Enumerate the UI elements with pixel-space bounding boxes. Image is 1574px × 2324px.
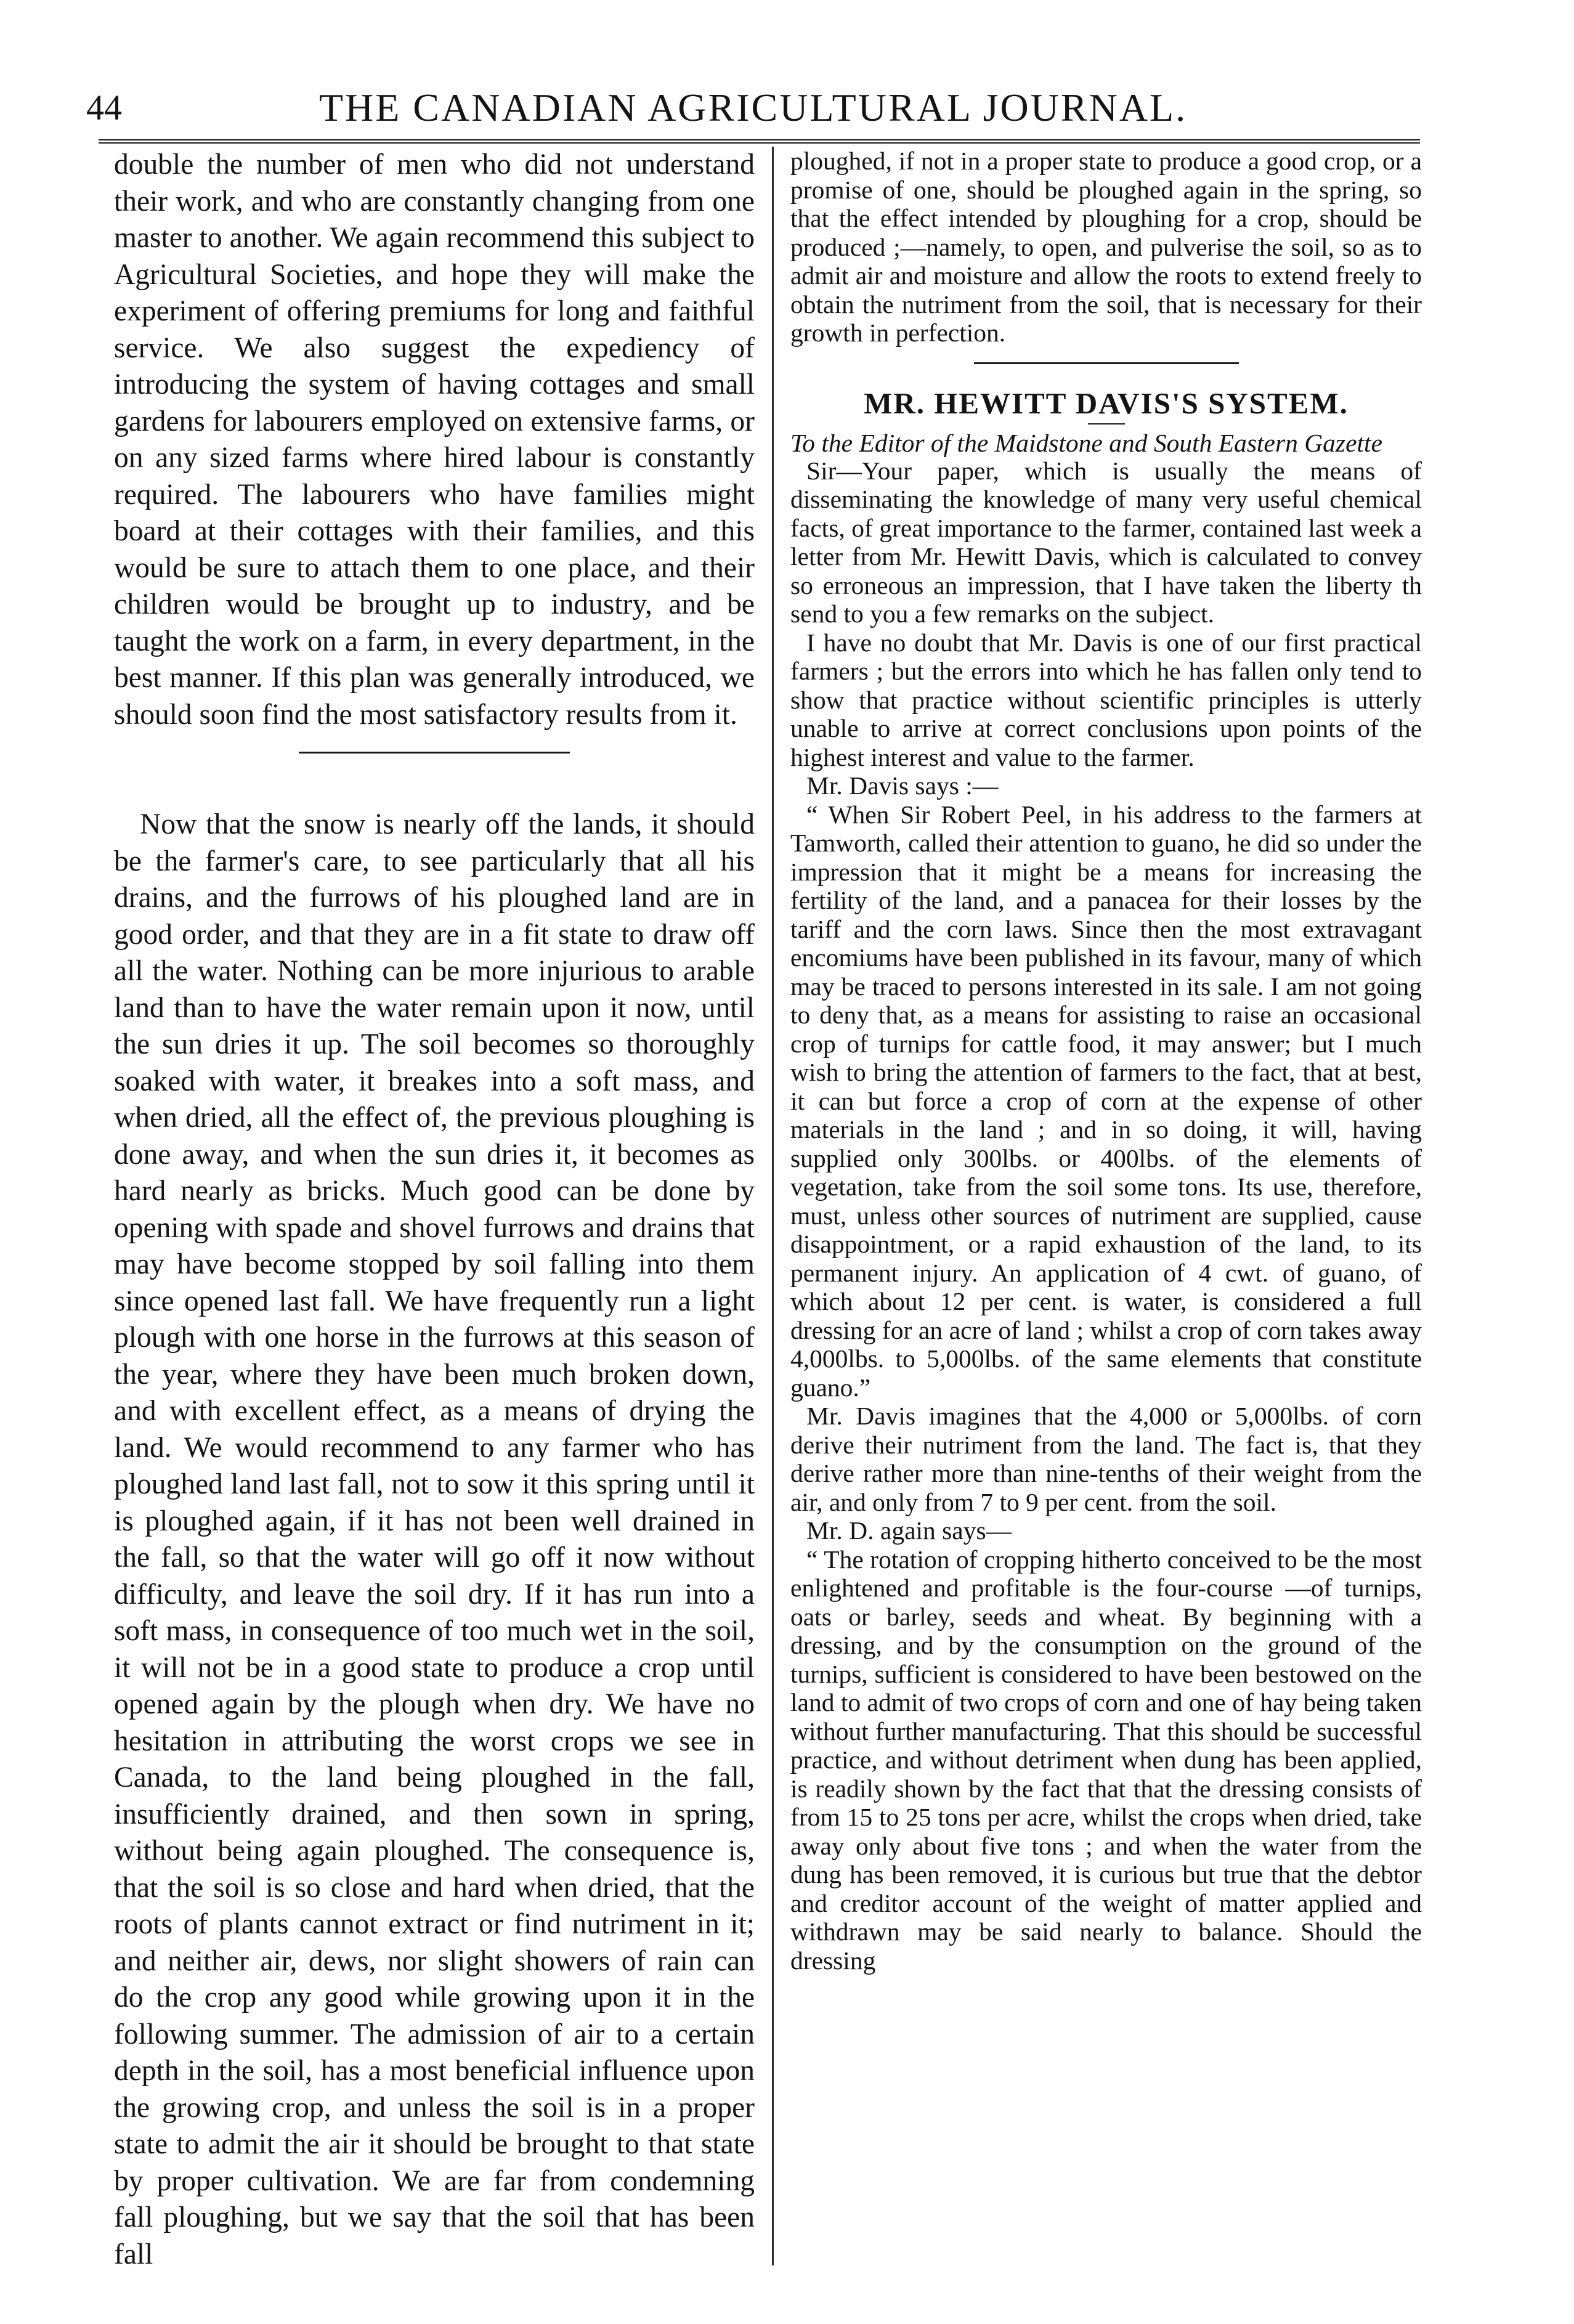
letter-paragraph-1: Sir—Your paper, which is usually the means of disseminating the knowledge of many very useful chemical facts, of great importance to the farmer, contained last week a letter from Mr. Hewitt Davis, which is calculated to convey so erroneous an impression, that I have taken the liberty th send to you a few remarks on the subject. [790,456,1422,628]
letter-paragraph-5: Mr. Davis imagines that the 4,000 or 5,000lbs. of corn derive their nutriment from the land. The fact is, that they derive rather more than nine-tenths of their weight from the air, and only from 7 to 9 per cent. from the soil. [790,1402,1422,1516]
left-paragraph-2: Now that the snow is nearly off the lands, it should be the farmer's care, to see particularly that all his drains, and the furrows of his ploughed land are in good order, and that they are in a fit state to draw off all the water. Nothing can be more injurious to arable land than to have the water remain upon it now, until the sun dries it up. The soil becomes so thoroughly soaked with water, it breakes into a soft mass, and when dried, all the effect of, the previous ploughing is done away, and when the sun dries it, it becomes as hard nearly as bricks. Much good can be done by opening with spade and shovel furrows and drains that may have become stopped by soil falling into them since opened last fall. We have frequently run a light plough with one horse in the furrows at this season of the year, where they have been much broken down, and with excellent effect, as a means of drying the land. We would recommend to any farmer who has ploughed land last fall, not to sow it this spring until it is ploughed again, if it has not been well drained in the fall, so that the water will go off it now without difficulty, and leave the soil dry. If it has run into a soft mass, in consequence of too much wet in the soil, it will not be in a good state to produce a crop until opened again by the plough when dry. We have no hesitation in attributing the worst crops we see in Canada, to the land being ploughed in the fall, insufficiently drained, and then sown in spring, without being again ploughed. The consequence is, that the soil is so close and hard when dried, that the roots of plants cannot extract or find nutriment in it; and neither air, dews, nor slight showers of rain can do the crop any good while growing upon it in the following summer. The admission of air to a certain depth in the soil, has a most beneficial influence upon the growing crop, and unless the soil is in a proper state to admit the air it should be brought to that state by proper cultivation. We are far from condemning fall ploughing, but we say that the soil that has been fall [114,808,755,2270]
left-column [114,147,755,2273]
title-rule [1088,423,1125,425]
running-title: THE CANADIAN AGRICULTURAL JOURNAL. [318,86,1188,129]
left-paragraph-1: double the number of men who did not understand their work, and who are constantly changing from one master to another. We again recommend this subject to Agricultural Societies, and hope they will make the experiment of offering premiums for long and faithful service. We also suggest the expediency of introducing the system of having cottages and small gardens for labourers employed on extensive farms, or on any sized farms where hired labour is constantly required. The labourers who have families might board at their cottages with their families, and this would be sure to attach them to one place, and their children would be brought up to industry, and be taught the work on a farm, in every department, in the best manner. If this plan was generally introduced, we should soon find the most satisfactory results from it. [114,148,755,731]
article-title: MR. HEWITT DAVIS'S SYSTEM. [864,386,1349,420]
section-gap [114,754,755,806]
page-header [86,83,1420,132]
right-column [790,147,1422,1975]
page-number: 44 [86,87,122,128]
letter-paragraph-7: “ The rotation of cropping hitherto conceived to be the most enlightened and profitable is the four-course —of turnips, oats or barley, seeds and wheat. By beginning with a dressing, and by the consumption on the ground of the turnips, sufficient is considered to have been bestowed on the land to admit of two crops of corn and one of hay being taken without further manufacturing. That this should be successful practice, and without detriment when dung has been applied, is readily shown by the fact that that the dressing consists of from 15 to 25 tons per acre, whilst the crops when dried, take away only about five tons ; and when the water from the dung has been removed, it is curious but true that the debtor and creditor account of the weight of matter applied and withdrawn may be said nearly to balance. Should the dressing [790,1545,1422,1975]
section-rule-right [974,362,1239,364]
letter-paragraph-4: “ When Sir Robert Peel, in his address to the farmers at Tamworth, called their attention to guano, he did so under the impression that it might be a means for increasing the fertility of the land, and a panacea for their losses by the tariff and the corn laws. Since then the most extravagant encomiums have been published in its favour, many of which may be traced to persons interested in its sale. I am not going to deny that, as a means for assisting to raise an occasional crop of turnips for cattle food, it may answer; but I much wish to bring the attention of farmers to the fact, that at best, it can but force a crop of corn at the expense of other materials in the land ; and in so doing, it will, having supplied only 300lbs. or 400lbs. of the elements of vegetation, take from the soil some tons. Its use, therefore, must, unless other sources of nutriment are supplied, cause disappointment, or a rapid exhaustion of the land, to its permanent injury. An application of 4 cwt. of guano, of which about 12 per cent. is water, is considered a full dressing for an acre of land ; whilst a crop of corn takes away 4,000lbs. to 5,000lbs. of the same elements that constitute guano.” [790,800,1422,1402]
right-continuation: ploughed, if not in a proper state to produce a good crop, or a promise of one, should be ploughed again in the spring, so that the effect intended by ploughing for a crop, should be produced ;—namely, to open, and pulverise the soil, so as to admit air and moisture and allow the roots to extend freely to obtain the nutriment from the soil, that is necessary for their growth in perfection. [790,147,1422,347]
header-rule [99,139,1420,144]
letter-paragraph-6: Mr. D. again says— [806,1516,1012,1545]
letter-paragraph-2: I have no doubt that Mr. Davis is one of our first practical farmers ; but the errors into which he has fallen only tend to show that practice without scientific principles is utterly unable to arrive at correct conclusions upon points of the highest interest and value to the farmer. [790,628,1422,771]
letter-paragraph-3: Mr. Davis says :— [806,771,999,800]
column-divider [772,147,774,2265]
article-dedication: To the Editor of the Maidstone and South Eastern Gazette [790,428,1382,457]
